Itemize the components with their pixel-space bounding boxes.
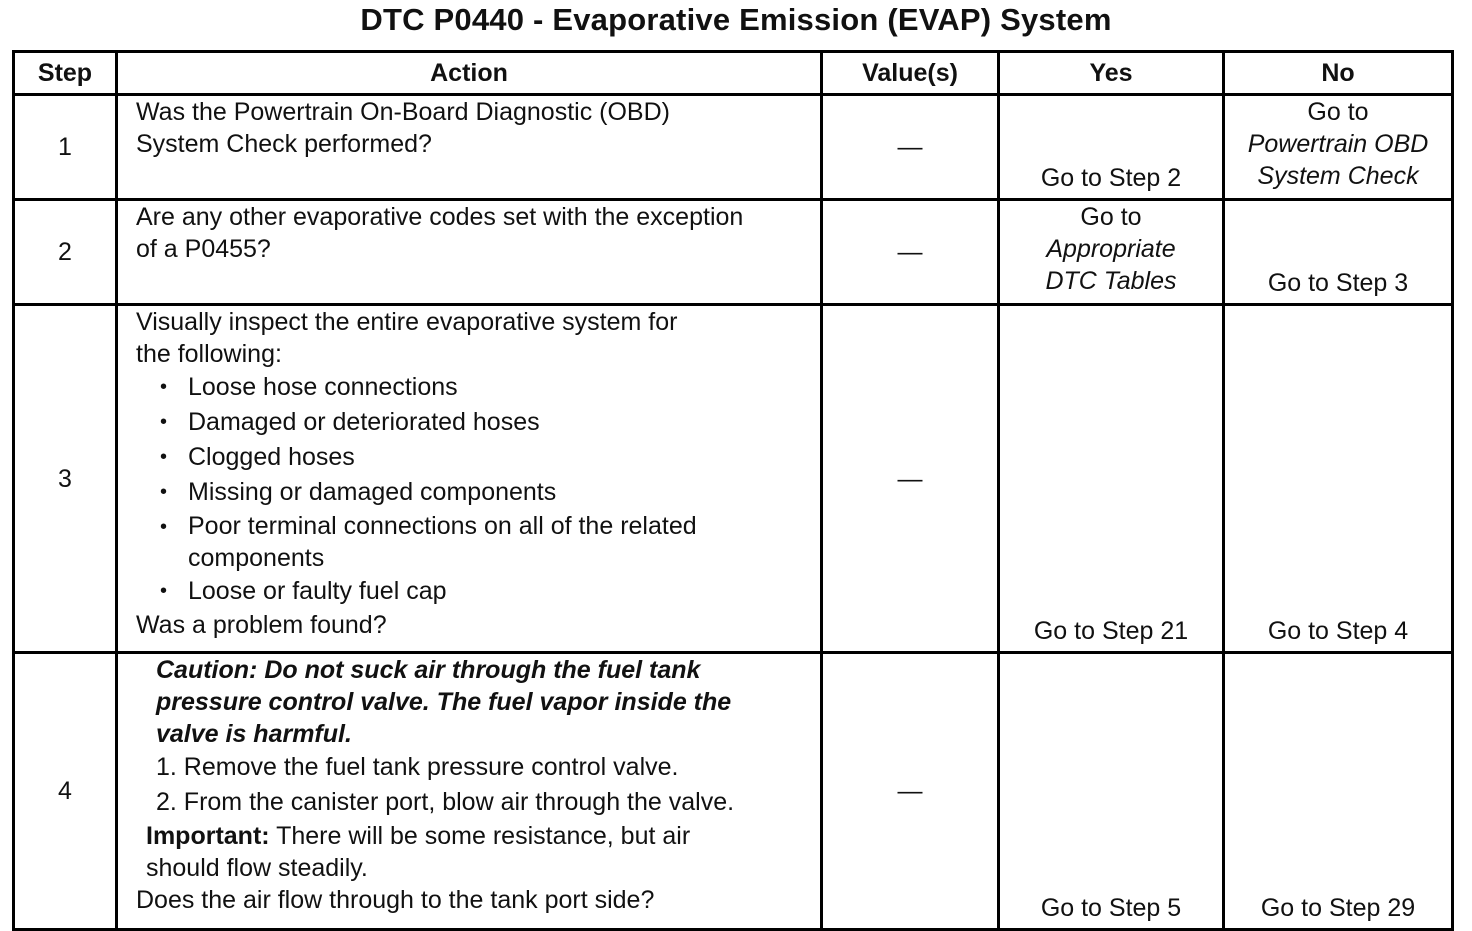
header-no: No	[1224, 52, 1453, 95]
step-number: 3	[14, 305, 117, 653]
yes-cell	[999, 200, 1224, 305]
value-cell: —	[822, 653, 999, 930]
yes-cell: Go to Step 21	[999, 305, 1224, 653]
value-cell: —	[822, 95, 999, 200]
list-item: 2. From the canister port, blow air through the valve.	[156, 788, 735, 816]
important-text: should flow steadily.	[146, 854, 368, 882]
diagnostic-table	[12, 50, 1454, 931]
goto-link: DTC Tables	[1045, 267, 1177, 295]
action-text: System Check performed?	[136, 130, 432, 158]
list-item: • Poor terminal connections on all of the related components	[158, 510, 812, 574]
inspection-list	[136, 370, 812, 609]
action-text: of a P0455?	[136, 235, 271, 263]
goto-text: Go to	[1307, 98, 1369, 126]
goto-link: Powertrain OBD	[1247, 130, 1429, 158]
caution-text	[136, 654, 812, 750]
list-item: 1. Remove the fuel tank pressure control valve.	[156, 753, 679, 781]
list-item: • Loose or faulty fuel cap	[158, 574, 812, 609]
table-row	[14, 95, 1453, 200]
header-action: Action	[117, 52, 822, 95]
question-text: Does the air flow through to the tank port side?	[136, 886, 655, 914]
list-item: • Clogged hoses	[158, 440, 812, 475]
value-cell: —	[822, 305, 999, 653]
step-number: 4	[14, 653, 117, 930]
list-item: • Missing or damaged components	[158, 475, 812, 510]
no-cell: Go to Step 29	[1224, 653, 1453, 930]
caution-line: Caution: Do not suck air through the fuel tank	[156, 656, 701, 684]
important-text: There will be some resistance, but air	[269, 822, 691, 850]
list-item: • Damaged or deteriorated hoses	[158, 405, 812, 440]
important-label: Important:	[146, 822, 270, 850]
value-cell: —	[822, 200, 999, 305]
no-cell: Go to Step 3	[1224, 200, 1453, 305]
step-number: 2	[14, 200, 117, 305]
action-cell	[117, 95, 822, 200]
action-text: Visually inspect the entire evaporative system for	[136, 308, 678, 336]
action-text: Was the Powertrain On-Board Diagnostic (OBD)	[136, 98, 670, 126]
important-note	[136, 820, 812, 884]
no-cell: Go to Step 4	[1224, 305, 1453, 653]
table-row	[14, 653, 1453, 930]
action-cell	[117, 200, 822, 305]
action-text: Are any other evaporative codes set with the exception	[136, 203, 744, 231]
action-cell	[117, 305, 822, 653]
table-row	[14, 305, 1453, 653]
header-step: Step	[14, 52, 117, 95]
goto-link: Appropriate	[1046, 235, 1176, 263]
procedure-steps	[136, 750, 812, 820]
table-row	[14, 200, 1453, 305]
action-text: the following:	[136, 340, 282, 368]
yes-cell: Go to Step 2	[999, 95, 1224, 200]
action-cell	[117, 653, 822, 930]
list-item: • Loose hose connections	[158, 370, 812, 405]
step-number: 1	[14, 95, 117, 200]
question-text: Was a problem found?	[136, 611, 387, 639]
yes-cell: Go to Step 5	[999, 653, 1224, 930]
goto-text: Go to	[1080, 203, 1142, 231]
caution-line: valve is harmful.	[156, 720, 352, 748]
caution-line: pressure control valve. The fuel vapor inside the	[156, 688, 732, 716]
page-title: DTC P0440 - Evaporative Emission (EVAP) System	[360, 2, 1112, 37]
header-values: Value(s)	[822, 52, 999, 95]
table-header-row	[14, 52, 1453, 95]
no-cell	[1224, 95, 1453, 200]
header-yes: Yes	[999, 52, 1224, 95]
goto-link: System Check	[1257, 162, 1419, 190]
